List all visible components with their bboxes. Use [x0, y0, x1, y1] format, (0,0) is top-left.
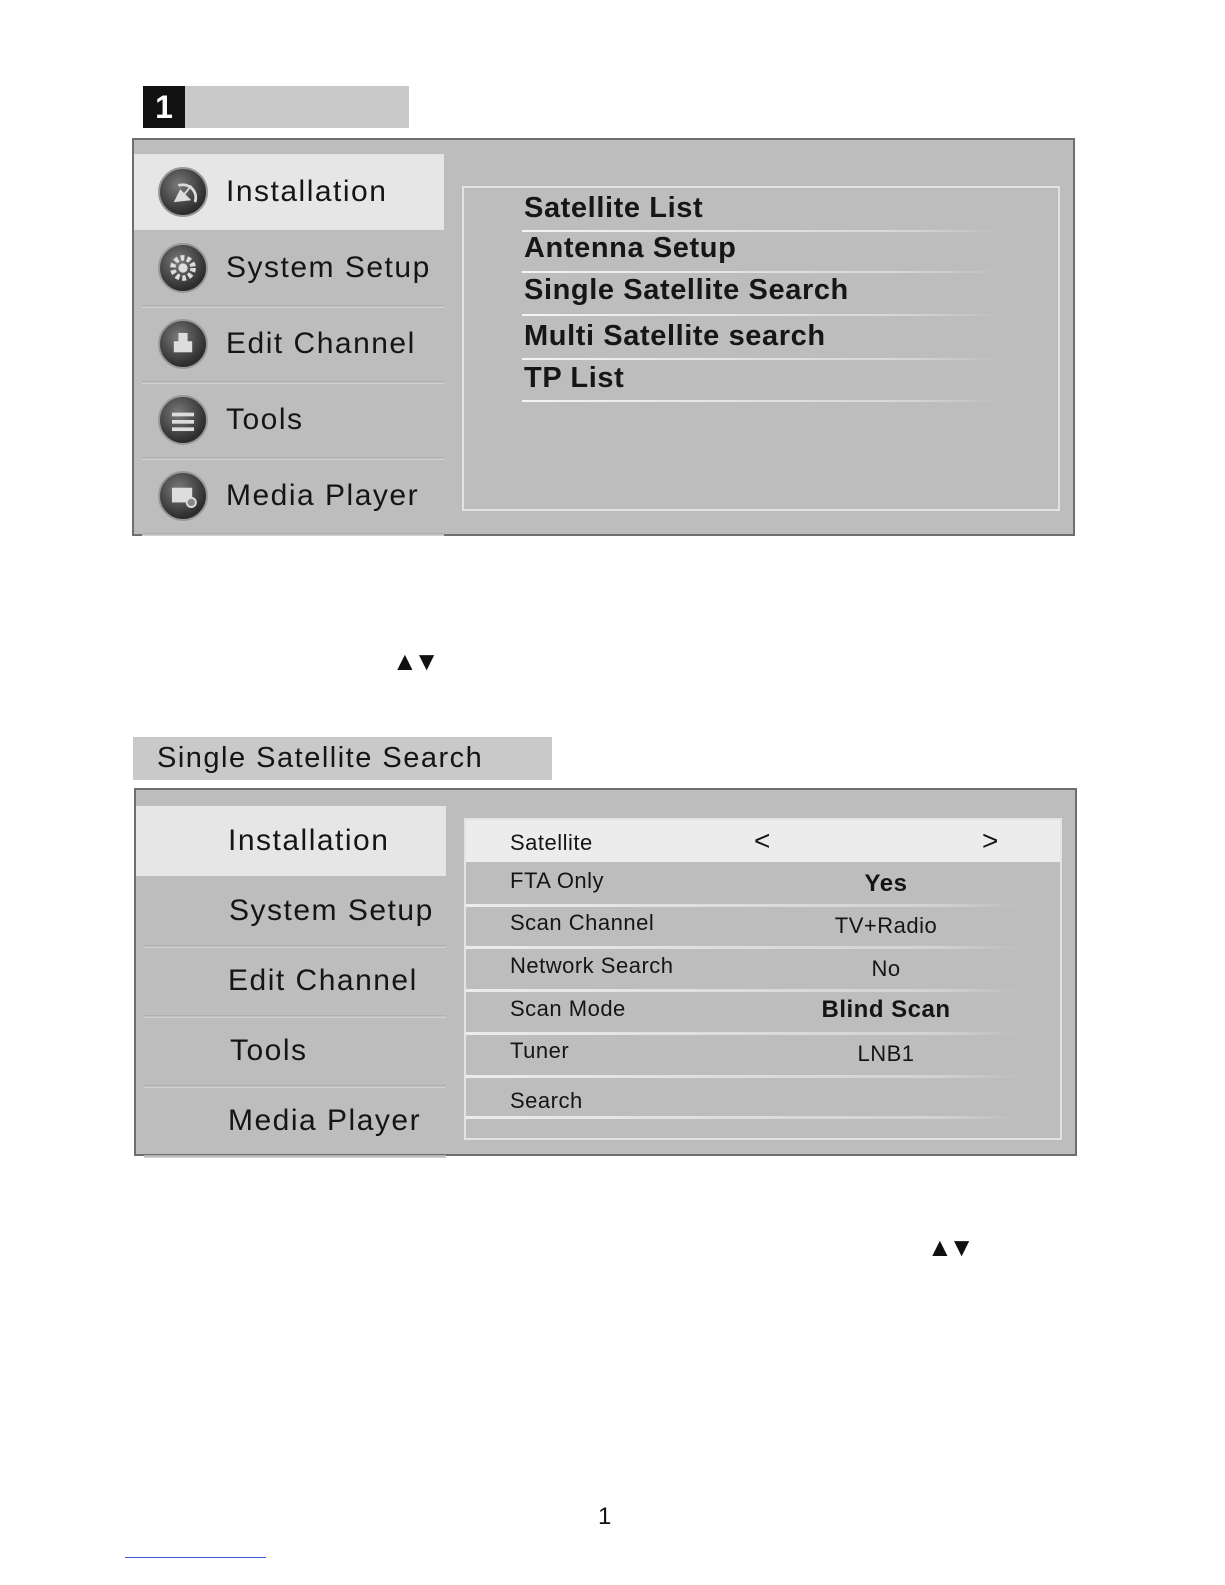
- setting-row-scan-channel[interactable]: [466, 910, 1060, 946]
- page-number: 1: [598, 1503, 612, 1530]
- sidebar-item-edit-channel[interactable]: [134, 306, 444, 382]
- sidebar-item-tools[interactable]: [134, 382, 444, 458]
- single-satellite-search-panel: [134, 788, 1077, 1156]
- setting-label: Tuner: [510, 1038, 570, 1063]
- footer-rule: [125, 1557, 266, 1558]
- section-title-bar: [185, 86, 409, 128]
- sidebar-item-media-player[interactable]: [136, 1086, 446, 1156]
- sidebar-item-label: System Setup: [226, 251, 431, 284]
- sidebar-item-label: Media Player: [228, 1104, 422, 1137]
- setting-row-scan-mode[interactable]: [466, 996, 1060, 1032]
- setting-value: Yes: [864, 870, 908, 897]
- setting-label: Search: [510, 1088, 583, 1113]
- setting-label: Scan Channel: [510, 910, 655, 935]
- up-down-arrows: ▲▼: [392, 646, 436, 676]
- setting-value: TV+Radio: [834, 913, 938, 938]
- section-number-badge: 1: [143, 86, 185, 128]
- gear-icon: [158, 243, 208, 293]
- divider: [466, 989, 1020, 992]
- setting-row-satellite[interactable]: [466, 820, 1060, 862]
- sidebar-item-system-setup[interactable]: [134, 230, 444, 306]
- divider: [466, 1075, 1020, 1078]
- sidebar-item-tools[interactable]: [136, 1016, 446, 1086]
- media-player-icon: [158, 471, 208, 521]
- divider: [522, 271, 1002, 273]
- setting-label: Satellite: [510, 830, 593, 855]
- sidebar-item-installation[interactable]: [136, 806, 446, 876]
- sidebar-item-label: Edit Channel: [226, 327, 416, 360]
- divider: [466, 1032, 1020, 1035]
- sidebar-item-label: Tools: [226, 403, 304, 436]
- setting-label: FTA Only: [510, 868, 605, 893]
- sidebar-item-label: Media Player: [226, 479, 420, 512]
- divider: [522, 314, 1002, 316]
- right-arrow-icon[interactable]: >: [982, 825, 999, 856]
- menu-option-multi-satellite-search[interactable]: Multi Satellite search: [524, 320, 826, 352]
- menu-option-single-satellite-search[interactable]: Single Satellite Search: [524, 274, 849, 306]
- divider: [466, 904, 1020, 907]
- settings-list: [464, 818, 1062, 1140]
- sidebar-item-installation[interactable]: [134, 154, 444, 230]
- divider: [466, 1116, 1020, 1119]
- edit-channel-icon: [158, 319, 208, 369]
- setting-label: Scan Mode: [510, 996, 626, 1021]
- setting-value: Blind Scan: [821, 996, 951, 1023]
- sidebar-item-system-setup[interactable]: [136, 876, 446, 946]
- menu-option-antenna-setup[interactable]: Antenna Setup: [524, 232, 737, 264]
- sidebar: [136, 790, 446, 1154]
- sidebar-item-label: Edit Channel: [228, 964, 418, 997]
- sidebar-item-label: System Setup: [229, 894, 434, 927]
- setting-value: No: [871, 956, 901, 981]
- section-title: Single Satellite Search: [133, 737, 552, 780]
- up-down-arrows: ▲▼: [927, 1232, 971, 1262]
- divider: [466, 946, 1020, 949]
- sidebar: [134, 140, 444, 534]
- left-arrow-icon[interactable]: <: [754, 825, 771, 856]
- sidebar-item-label: Installation: [228, 824, 390, 857]
- setting-row-fta-only[interactable]: [466, 868, 1060, 904]
- sidebar-item-media-player[interactable]: [134, 458, 444, 534]
- sidebar-item-edit-channel[interactable]: [136, 946, 446, 1016]
- submenu-panel: [462, 186, 1060, 511]
- divider: [522, 358, 1002, 360]
- setting-label: Network Search: [510, 953, 674, 978]
- setting-row-tuner[interactable]: [466, 1038, 1060, 1074]
- sidebar-item-label: Installation: [226, 175, 388, 208]
- divider: [522, 400, 1002, 402]
- main-menu-panel: [132, 138, 1075, 536]
- sidebar-item-label: Tools: [230, 1034, 308, 1067]
- menu-option-tp-list[interactable]: TP List: [524, 362, 625, 394]
- menu-option-satellite-list[interactable]: Satellite List: [524, 192, 704, 224]
- setting-value: LNB1: [857, 1041, 915, 1066]
- tools-icon: [158, 395, 208, 445]
- satellite-dish-icon: [158, 167, 208, 217]
- setting-row-network-search[interactable]: [466, 953, 1060, 989]
